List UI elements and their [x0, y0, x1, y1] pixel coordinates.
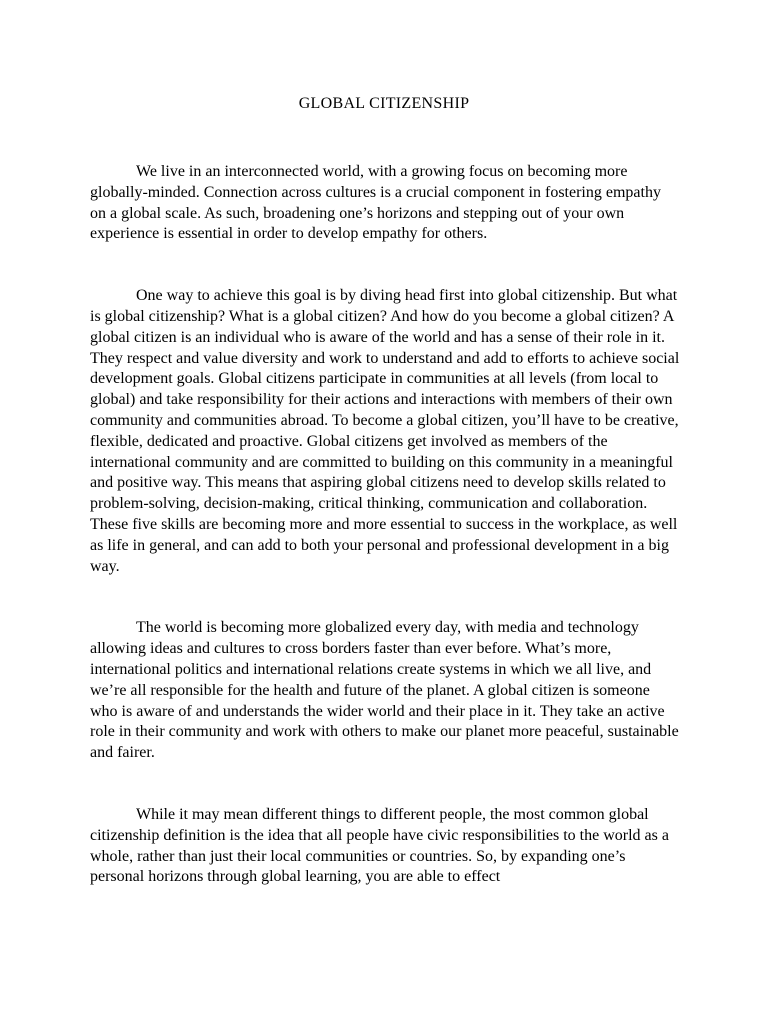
paragraph-3: The world is becoming more globalized every day, with media and technology allowing ideas and cultures to cross borders faster than ever before. What’s more, international politics and international relations create systems in which we all live, and we’re all responsible for the health and future of the planet. A global citizen is someone who is aware of and understands the wider world and their place in it. They take an active role in their community and work with others to make our planet more peaceful, sustainable and fairer.: [90, 619, 679, 762]
document-title: GLOBAL CITIZENSHIP: [298, 95, 470, 112]
paragraph-2: One way to achieve this goal is by diving head first into global citizenship. But what is global citizenship? What is a global citizen? And how do you become a global citizen? A global citizen is an individual who is aware of the world and has a sense of their role in it. They respect and value diversity and work to understand and add to efforts to achieve social development goals. Global citizens participate in communities at all levels (from local to global) and take responsibility for their actions and interactions with members of their own community and communities abroad. To become a global citizen, you’ll have to be creative, flexible, dedicated and proactive. Global citizens get involved as members of the international community and are committed to building on this community in a meaningful and positive way. This means that aspiring global citizens need to develop skills related to problem-solving, decision-making, critical thinking, communication and collaboration. These five skills are becoming more and more essential to success in the workplace, as well as life in general, and can add to both your personal and professional development in a big way.: [90, 287, 680, 575]
paragraph-4: While it may mean different things to different people, the most common global citizenship definition is the idea that all people have civic responsibilities to the world as a whole, rather than just their local communities or countries. So, by expanding one’s personal horizons through global learning, you are able to effect: [90, 805, 669, 886]
paragraph-1: We live in an interconnected world, with a growing focus on becoming more globally-minded. Connection across cultures is a crucial component in fostering empathy on a global scale. As such, broadening one’s horizons and stepping out of your own experience is essential in order to develop empathy for others.: [90, 163, 661, 243]
